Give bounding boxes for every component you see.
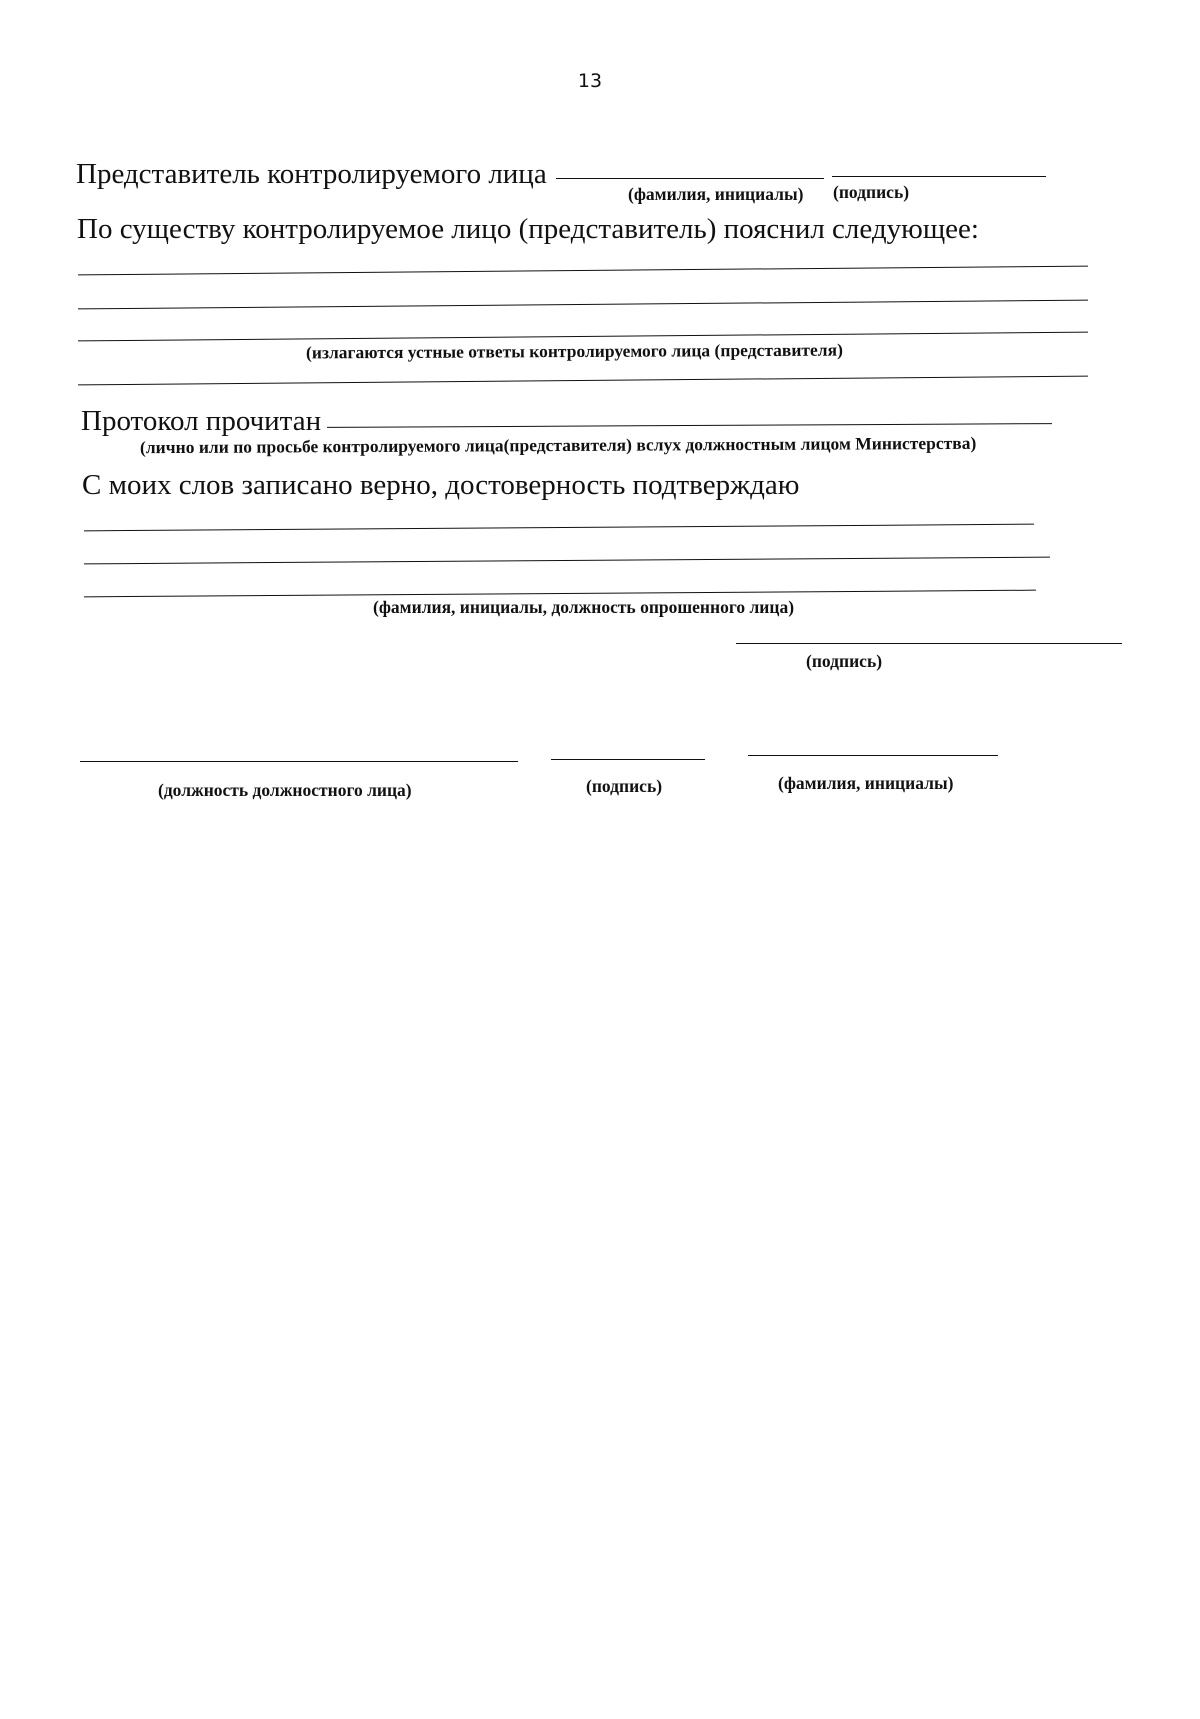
confirmation-line-1[interactable] (84, 524, 1034, 532)
official-name-field[interactable] (748, 755, 998, 756)
confirmation-signature-hint: (подпись) (806, 651, 883, 671)
representative-name-field[interactable] (556, 178, 824, 179)
confirmation-signature-field[interactable] (736, 643, 1122, 644)
representative-signature-field[interactable] (832, 176, 1046, 177)
explanation-line-2[interactable] (78, 300, 1088, 310)
confirmation-hint: (фамилия, инициалы, должность опрошенного лица) (373, 597, 795, 617)
official-signature-hint: (подпись) (586, 776, 663, 796)
explanation-line-4[interactable] (78, 376, 1088, 386)
explanation-hint: (излагаются устные ответы контролируемого лица (представителя) (305, 339, 843, 363)
official-position-hint: (должность должностного лица) (158, 780, 412, 800)
official-name-hint: (фамилия, инициалы) (778, 773, 954, 793)
confirmation-label: С моих слов записано верно, достоверность подтверждаю (82, 469, 800, 501)
official-position-field[interactable] (80, 761, 518, 762)
representative-label: Представитель контролируемого лица (76, 158, 547, 190)
page-number: 13 (577, 70, 603, 92)
protocol-field[interactable] (327, 423, 1052, 428)
representative-name-hint: (фамилия, инициалы) (628, 184, 804, 204)
explanation-line-1[interactable] (78, 266, 1088, 276)
explanation-label: По существу контролируемое лицо (представитель) пояснил следующее: (77, 213, 979, 245)
explanation-line-3[interactable] (78, 332, 1088, 342)
representative-signature-hint: (подпись) (833, 182, 910, 202)
protocol-hint: (лично или по просьбе контролируемого лица(представителя) вслух должностным лицом Министерства) (139, 432, 977, 458)
confirmation-line-2[interactable] (84, 557, 1050, 565)
protocol-label: Протокол прочитан (81, 405, 322, 437)
official-signature-field[interactable] (551, 759, 705, 760)
